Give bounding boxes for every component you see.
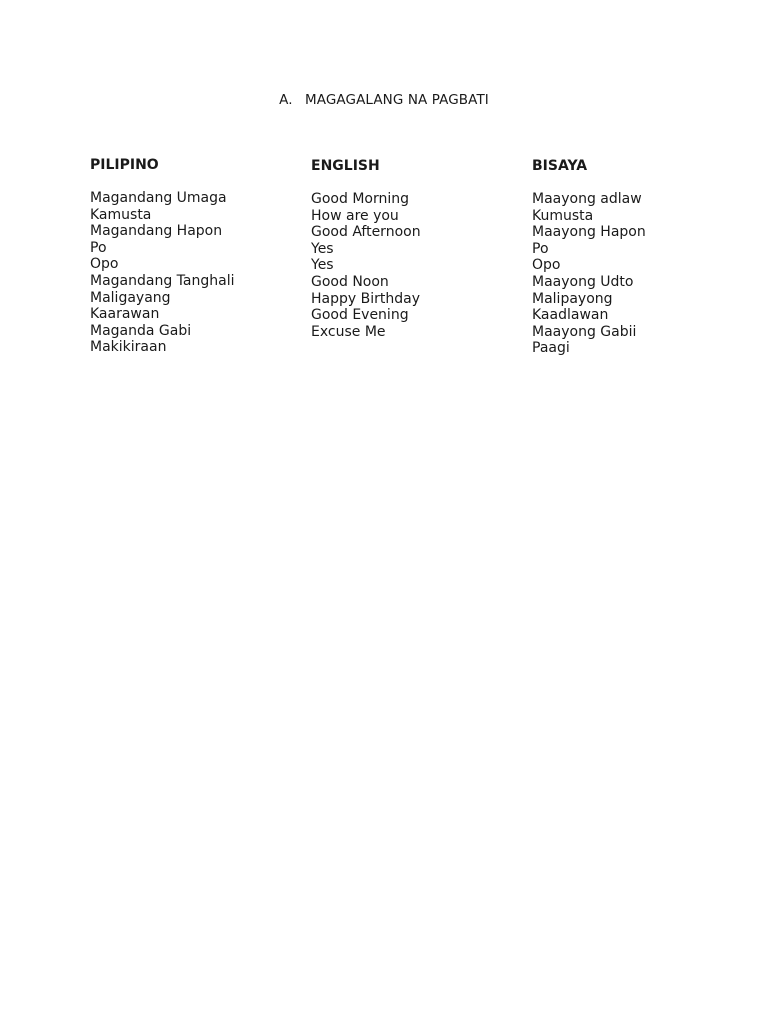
list-item: Kumusta [532,207,594,224]
list-item: Happy Birthday [311,290,420,307]
list-item: Opo [532,257,561,274]
column-bisaya [532,157,732,357]
column-header-pilipino: PILIPINO [90,157,159,173]
list-item: Po [532,240,549,257]
column-header-english: ENGLISH [311,158,380,174]
list-item: How are you [311,207,399,224]
column-pilipino [90,157,290,356]
list-item: Maligayang [90,289,171,306]
list-item: Good Morning [311,191,409,207]
list-item: Opo [90,256,119,273]
list-item: Magandang Tanghali [90,272,235,289]
list-item: Good Afternoon [311,224,421,241]
entry-list-bisaya [532,191,732,357]
heading-text: MAGAGALANG NA PAGBATI [305,92,489,108]
list-item: Good Evening [311,307,409,324]
heading-number: A. [279,92,293,108]
list-item: Maayong Hapon [532,224,646,241]
list-item: Paagi [532,340,570,357]
entry-list-pilipino [90,190,290,356]
list-item: Maayong adlaw [532,191,642,207]
list-item: Malipayong [532,290,613,307]
list-item: Yes [311,240,334,257]
list-item: Makikiraan [90,339,167,356]
list-item: Maganda Gabi [90,322,192,339]
list-item: Maayong Udto [532,273,634,290]
list-item: Excuse Me [311,323,386,340]
column-english [311,157,511,340]
list-item: Good Noon [311,273,389,290]
list-item: Kaadlawan [532,307,609,324]
list-item: Kamusta [90,206,152,223]
page-title [0,92,768,108]
list-item: Magandang Hapon [90,223,223,240]
column-header-bisaya: BISAYA [532,158,588,174]
entry-list-english [311,191,511,340]
list-item: Magandang Umaga [90,190,227,206]
list-item: Maayong Gabii [532,323,637,340]
list-item: Po [90,239,107,256]
list-item: Kaarawan [90,306,160,323]
list-item: Yes [311,257,334,274]
